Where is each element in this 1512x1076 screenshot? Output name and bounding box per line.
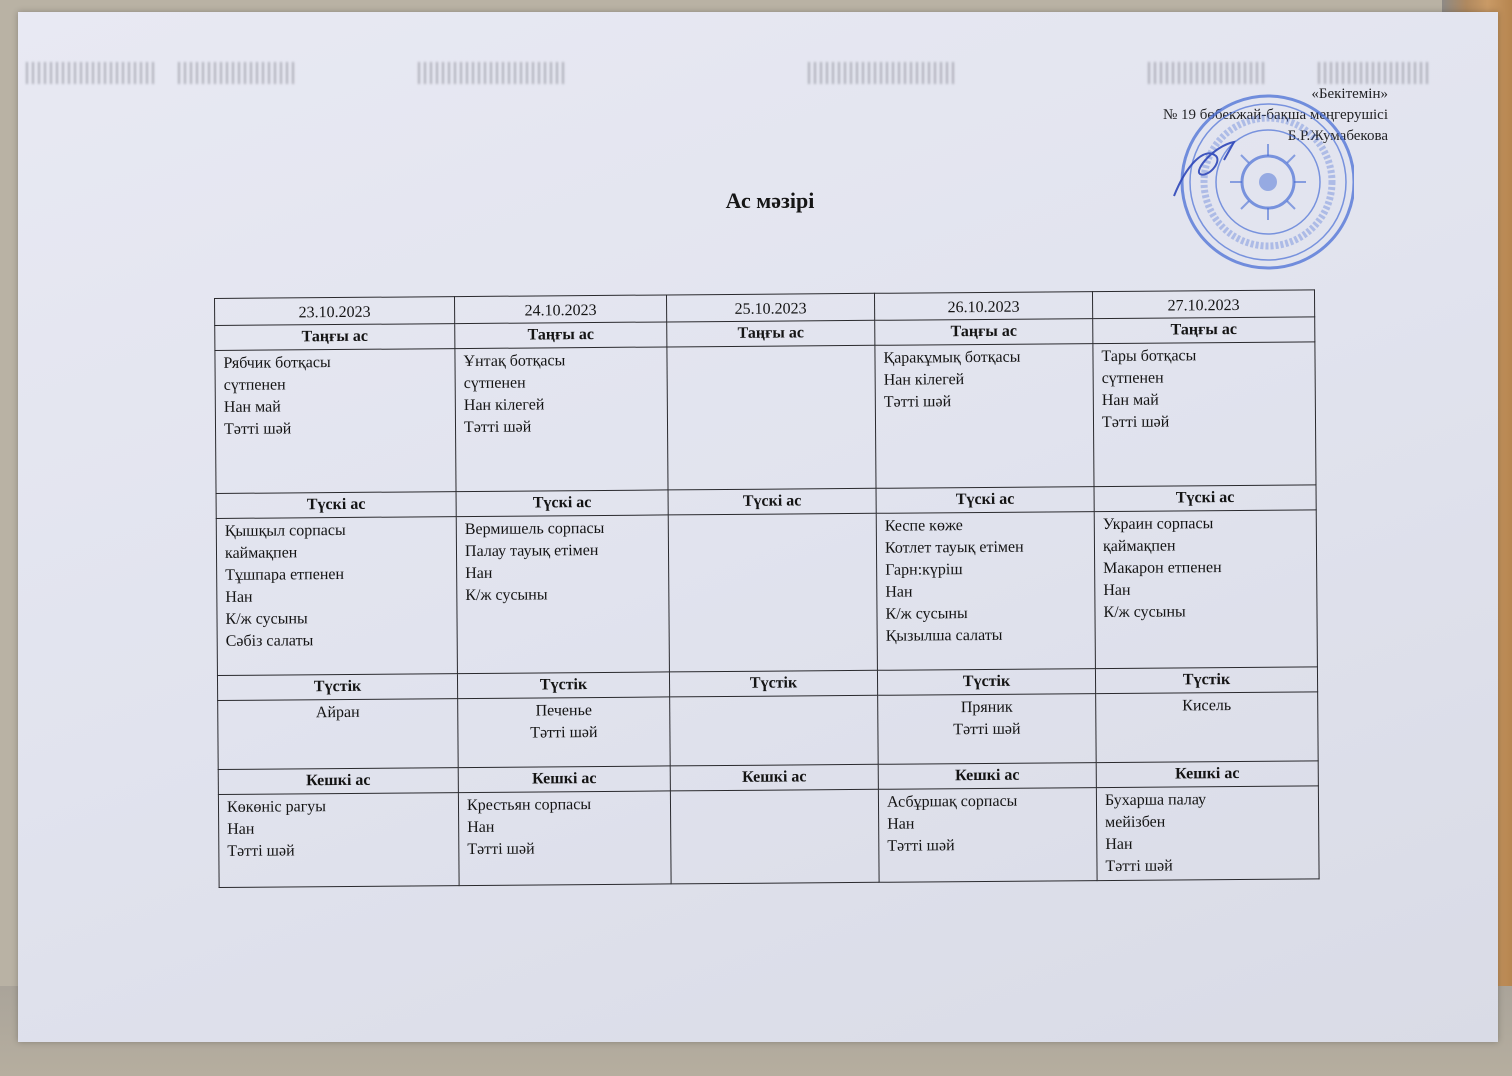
date-cell: 23.10.2023	[215, 297, 455, 326]
dish-item: сүтпенен	[1101, 369, 1164, 388]
dish-item: Крестьян сорпасы	[466, 796, 592, 815]
meal-label: Кешкі ас	[670, 764, 878, 791]
meal-label: Түскі ас	[876, 487, 1094, 514]
dish-item: Тұшпара етпенен	[225, 565, 345, 584]
dish-cell	[216, 517, 457, 676]
snack-dishes-row	[218, 692, 1319, 770]
page-title: Ас мәзірі	[725, 188, 815, 213]
approval-heading: «Бекітемін»	[1311, 86, 1388, 102]
dish-item: Тары ботқасы	[1101, 347, 1197, 366]
date-cell: 26.10.2023	[874, 292, 1092, 321]
dish-item: Нан	[467, 818, 495, 837]
dish-item: К/ж сусыны	[225, 610, 308, 628]
meal-label: Кешкі ас	[218, 768, 458, 795]
dish-item: Нан	[885, 583, 913, 601]
meal-label: Таңғы ас	[1093, 317, 1315, 344]
dish-cell	[1093, 342, 1316, 487]
dish-item: Палау тауық етімен	[464, 541, 599, 561]
meal-label: Түскі ас	[668, 488, 876, 515]
dish-item: каймақпен	[224, 544, 298, 562]
dish-cell	[1096, 692, 1319, 763]
dish-item: Макарон етпенен	[1103, 559, 1222, 578]
dish-item: Печенье	[535, 702, 593, 720]
dish-item: К/ж сусыны	[1103, 603, 1186, 622]
dish-item: Көкөніс рагуы	[226, 798, 327, 816]
dish-cell	[878, 694, 1097, 765]
dish-item: Гарн:күріш	[885, 561, 963, 579]
dish-cell	[875, 344, 1094, 489]
dish-item: Тәтті шәй	[883, 393, 952, 411]
dish-item: Котлет тауық етімен	[884, 538, 1024, 557]
dish-cell-empty	[670, 789, 879, 884]
meal-label: Кешкі ас	[1096, 761, 1318, 788]
dish-item: Нан	[465, 564, 493, 583]
dinner-dishes-row	[218, 786, 1319, 888]
dish-cell	[458, 697, 671, 768]
dish-item: Ұнтақ ботқасы	[463, 352, 566, 371]
dish-item: Нан кілегей	[883, 371, 965, 389]
dish-cell-empty	[670, 695, 879, 766]
date-cell: 25.10.2023	[666, 293, 874, 322]
dish-item: Нан май	[1101, 391, 1159, 410]
dish-item: Кеспе көже	[884, 517, 963, 535]
meal-label: Түстік	[457, 672, 669, 699]
dish-cell	[1096, 786, 1319, 881]
approval-signer-name: Б.Р.Жумабекова	[1287, 128, 1388, 144]
dish-item: мейізбен	[1105, 813, 1166, 832]
dish-item: Нан	[227, 820, 255, 838]
dish-item: Нан май	[223, 398, 281, 416]
meal-label: Таңғы ас	[667, 320, 875, 347]
dish-item: Нан	[887, 815, 915, 833]
dish-cell	[458, 791, 671, 886]
dish-cell	[218, 793, 459, 888]
dish-item: сүтпенен	[223, 376, 286, 394]
dish-item: Тәтті шәй	[223, 420, 292, 438]
meal-label: Түстік	[217, 674, 457, 701]
dish-item: Тәтті шәй	[1101, 413, 1170, 432]
dish-item: Қаракұмық ботқасы	[883, 348, 1021, 367]
weekly-menu-table	[214, 289, 1320, 888]
dish-cell-empty	[668, 513, 877, 672]
dish-item: сүтпенен	[463, 374, 526, 393]
dish-item: К/ж сусыны	[885, 605, 968, 623]
dish-item: Тәтті шәй	[887, 837, 955, 855]
meal-label: Кешкі ас	[458, 766, 670, 793]
dish-item: Нан кілегей	[463, 396, 545, 415]
approval-position: № 19 бөбекжай-бақша меңгерушісі	[1162, 107, 1388, 123]
meal-label: Кешкі ас	[878, 763, 1096, 790]
dish-item: Қызылша салаты	[885, 626, 1003, 645]
meal-label: Түскі ас	[456, 490, 668, 517]
dish-item: Тәтті шәй	[463, 418, 532, 437]
meal-label: Таңғы ас	[875, 319, 1093, 346]
dish-cell	[878, 788, 1097, 883]
dish-item: Тәтті шәй	[467, 840, 535, 859]
dish-cell	[455, 347, 668, 492]
dish-item: Айран	[315, 703, 360, 722]
dish-item: Кисель	[1182, 697, 1232, 715]
meal-label: Таңғы ас	[455, 322, 667, 349]
date-cell: 24.10.2023	[454, 295, 666, 324]
dish-item: Тәтті шәй	[530, 724, 598, 742]
dish-item: Пряник	[960, 698, 1013, 717]
meal-label: Таңғы ас	[215, 324, 455, 351]
dish-item: қаймақпен	[1102, 537, 1176, 556]
dish-item: Сәбіз салаты	[225, 632, 314, 650]
dish-item: Қышқыл сорпасы	[224, 521, 346, 540]
date-cell: 27.10.2023	[1092, 290, 1314, 319]
dish-item: Тәтті шәй	[953, 720, 1021, 739]
dish-item: Тәтті шәй	[1105, 857, 1173, 876]
dish-cell	[876, 512, 1095, 671]
dish-item: Нан	[225, 588, 253, 606]
dish-item: Рябчик ботқасы	[223, 354, 331, 372]
official-seal-stamp	[1164, 86, 1354, 276]
meal-label: Түскі ас	[1094, 485, 1316, 512]
breakfast-dishes-row	[215, 342, 1316, 494]
dish-item: Бухарша палау	[1104, 791, 1207, 810]
dish-item: Нан	[1103, 581, 1131, 600]
dish-cell	[1094, 510, 1317, 669]
dish-cell	[218, 699, 459, 770]
dish-item: Асбұршақ сорпасы	[886, 792, 1018, 811]
dish-item: Нан	[1105, 835, 1133, 854]
dish-cell-empty	[667, 345, 876, 490]
dish-item: Вермишель сорпасы	[464, 519, 605, 539]
dish-item: К/ж сусыны	[465, 586, 548, 605]
meal-label: Түстік	[1095, 667, 1317, 694]
lunch-dishes-row	[216, 510, 1317, 676]
meal-label: Түстік	[877, 669, 1095, 696]
meal-label: Түскі ас	[216, 492, 456, 519]
dish-cell	[456, 515, 669, 674]
dish-cell	[215, 349, 456, 494]
meal-label: Түстік	[669, 670, 877, 697]
dish-item: Тәтті шәй	[227, 842, 295, 860]
dish-item: Украин сорпасы	[1102, 515, 1214, 534]
